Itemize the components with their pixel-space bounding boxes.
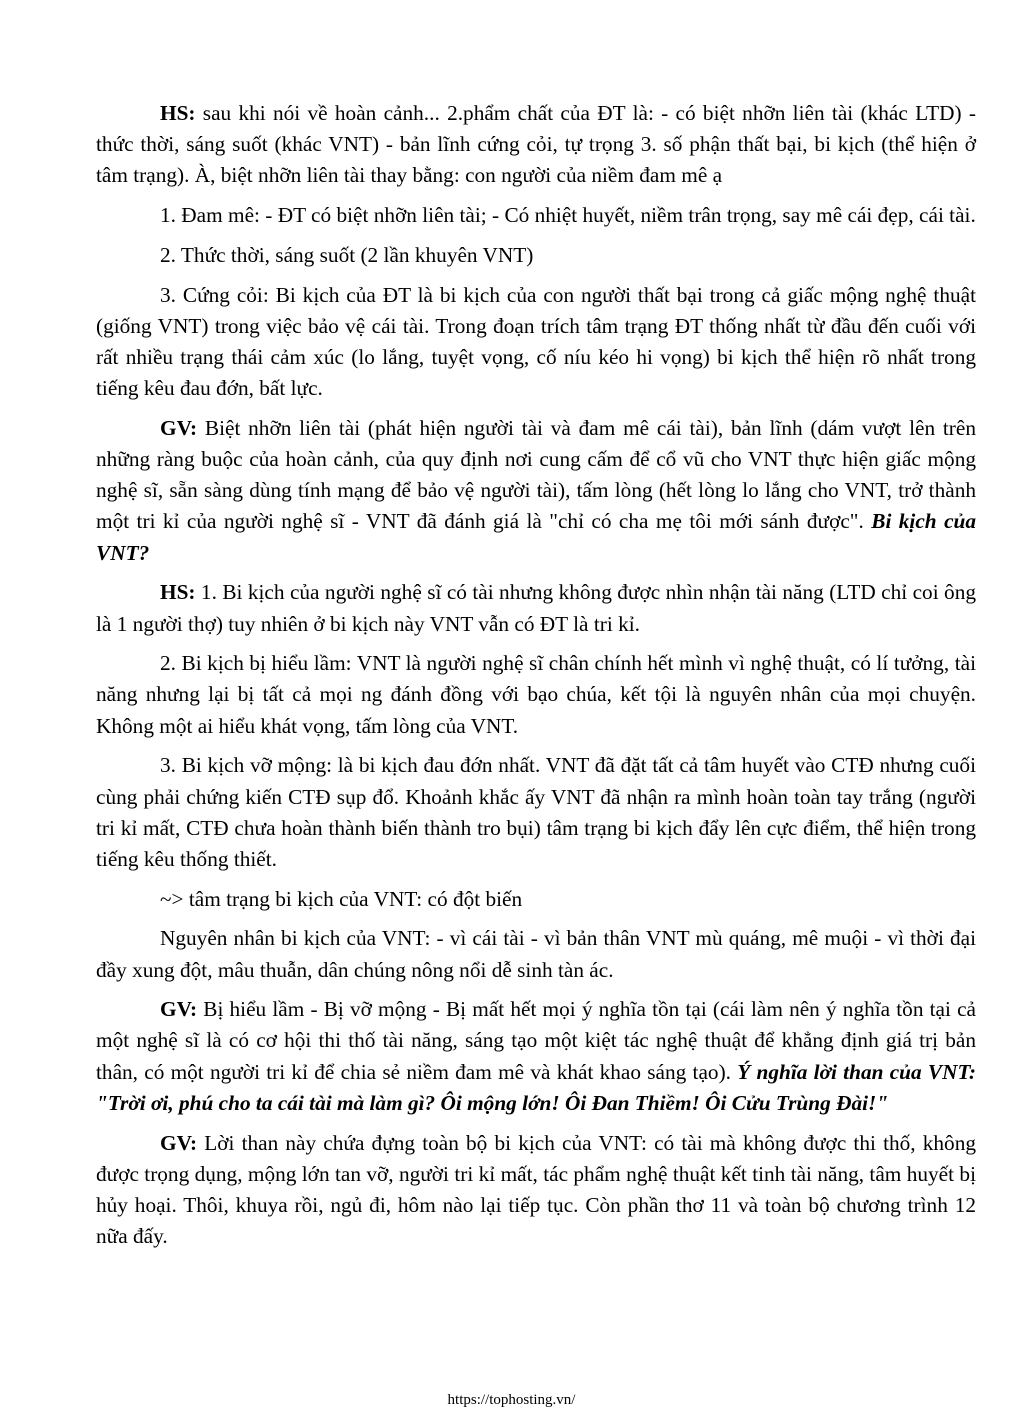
paragraph — [96, 240, 976, 271]
document-body — [96, 98, 976, 1261]
paragraph-text: 3. Cứng cỏi: Bi kịch của ĐT là bi kịch của con người thất bại trong cả giấc mộng nghệ thuật (giống VNT) trong việc bảo vệ cái tài. Trong đoạn trích tâm trạng ĐT thống nhất từ đầu đến cuối với rất nhiều trạng thái cảm xúc (lo lắng, tuyệt vọng, cố níu kéo hi vọng) bi kịch thể hiện rõ nhất trong tiếng kêu đau đớn, bất lực. — [96, 282, 976, 401]
paragraph-text: 1. Đam mê: - ĐT có biệt nhỡn liên tài; - Có nhiệt huyết, niềm trân trọng, say mê cái đẹp, cái tài. — [160, 203, 976, 228]
emphasized-question: Bi kịch của VNT? — [96, 509, 977, 565]
paragraph — [96, 1128, 976, 1253]
paragraph — [96, 923, 976, 985]
speaker-label: GV: — [160, 997, 198, 1022]
paragraph-text: 2. Bi kịch bị hiểu lầm: VNT là người nghệ sĩ chân chính hết mình vì nghệ thuật, có lí tưởng, tài năng nhưng lại bị tất cả mọi ng đánh đồng với bạo chúa, kết tội là nguyên nhân của mọi chuyện. Không một ai hiểu khát vọng, tấm lòng của VNT. — [96, 651, 976, 738]
paragraph-text: 3. Bi kịch vỡ mộng: là bi kịch đau đớn nhất. VNT đã đặt tất cả tâm huyết vào CTĐ nhưng cuối cùng phải chứng kiến CTĐ sụp đổ. Khoảnh khắc ấy VNT đã nhận ra mình hoàn toàn tay trắng (người tri kỉ mất, CTĐ chưa hoàn thành biến thành tro bụi) tâm trạng bi kịch đẩy lên cực điểm, thể hiện trong tiếng kêu thống thiết. — [96, 753, 976, 871]
speaker-label: GV: — [160, 1130, 198, 1155]
paragraph-text: Biệt nhỡn liên tài (phát hiện người tài và đam mê cái tài), bản lĩnh (dám vượt lên trên những ràng buộc của hoàn cảnh, của quy định nơi cung cấm để cổ vũ cho VNT thực hiện giấc mộng nghệ sĩ, sẵn sàng dùng tính mạng để bảo vệ người tài), tấm lòng (hết lòng lo lắng cho VNT, trở thành một tri kỉ của người nghệ sĩ - VNT đã đánh giá là "chỉ có cha mẹ tôi mới sánh được". — [96, 415, 976, 534]
paragraph — [96, 648, 976, 742]
paragraph-text: ~> tâm trạng bi kịch của VNT: có đột biến — [160, 886, 523, 911]
paragraph-text: Lời than này chứa đựng toàn bộ bi kịch của VNT: có tài mà không được thi thố, không được trọng dụng, mộng lớn tan vỡ, người tri kỉ mất, tác phẩm nghệ thuật kết tinh tài năng, tâm huyết bị hủy hoại. Thôi, khuya rồi, ngủ đi, hôm nào lại tiếp tục. Còn phần thơ 11 và toàn bộ chương trình 12 nữa đấy. — [96, 1130, 976, 1249]
paragraph-text: sau khi nói về hoàn cảnh... 2.phẩm chất của ĐT là: - có biệt nhỡn liên tài (khác LTD) - thức thời, sáng suốt (khác VNT) - bản lĩnh cứng cỏi, tự trọng 3. số phận thất bại, bi kịch (thể hiện ở tâm trạng). À, biệt nhỡn liên tài thay bằng: con người của niềm đam mê ạ — [96, 101, 976, 188]
paragraph — [96, 577, 976, 639]
speaker-label: HS: — [160, 580, 196, 605]
footer-url: https://tophosting.vn/ — [447, 1392, 576, 1408]
paragraph-text: 2. Thức thời, sáng suốt (2 lần khuyên VNT) — [160, 242, 534, 267]
paragraph-text: 1. Bi kịch của người nghệ sĩ có tài nhưng không được nhìn nhận tài năng (LTD chỉ coi ông là 1 người thợ) tuy nhiên ở bi kịch này VNT vẫn có ĐT là tri kỉ. — [96, 580, 976, 636]
paragraph — [96, 98, 976, 192]
paragraph — [96, 994, 976, 1119]
speaker-label: GV: — [160, 415, 198, 440]
paragraph — [96, 884, 976, 915]
paragraph — [96, 280, 976, 405]
paragraph-text: Nguyên nhân bi kịch của VNT: - vì cái tài - vì bản thân VNT mù quáng, mê muội - vì thời đại đầy xung đột, mâu thuẫn, dân chúng nông nổi dễ sinh tàn ác. — [96, 926, 976, 982]
paragraph-text: Bị hiểu lầm - Bị vỡ mộng - Bị mất hết mọi ý nghĩa tồn tại (cái làm nên ý nghĩa tồn tại cả một nghệ sĩ là có cơ hội thi thố tài năng, sáng tạo một kiệt tác nghệ thuật để khẳng định giá trị bản thân, có một người tri kỉ để chia sẻ niềm đam mê và khát khao sáng tạo). — [96, 997, 976, 1084]
paragraph — [96, 200, 976, 231]
emphasized-question: Ý nghĩa lời than của VNT: "Trời ơi, phú cho ta cái tài mà làm gì? Ôi mộng lớn! Ôi Đan Thiềm! Ôi Cửu Trùng Đài!" — [96, 1059, 976, 1115]
speaker-label: HS: — [160, 101, 196, 125]
paragraph — [96, 413, 976, 569]
paragraph — [96, 750, 976, 875]
